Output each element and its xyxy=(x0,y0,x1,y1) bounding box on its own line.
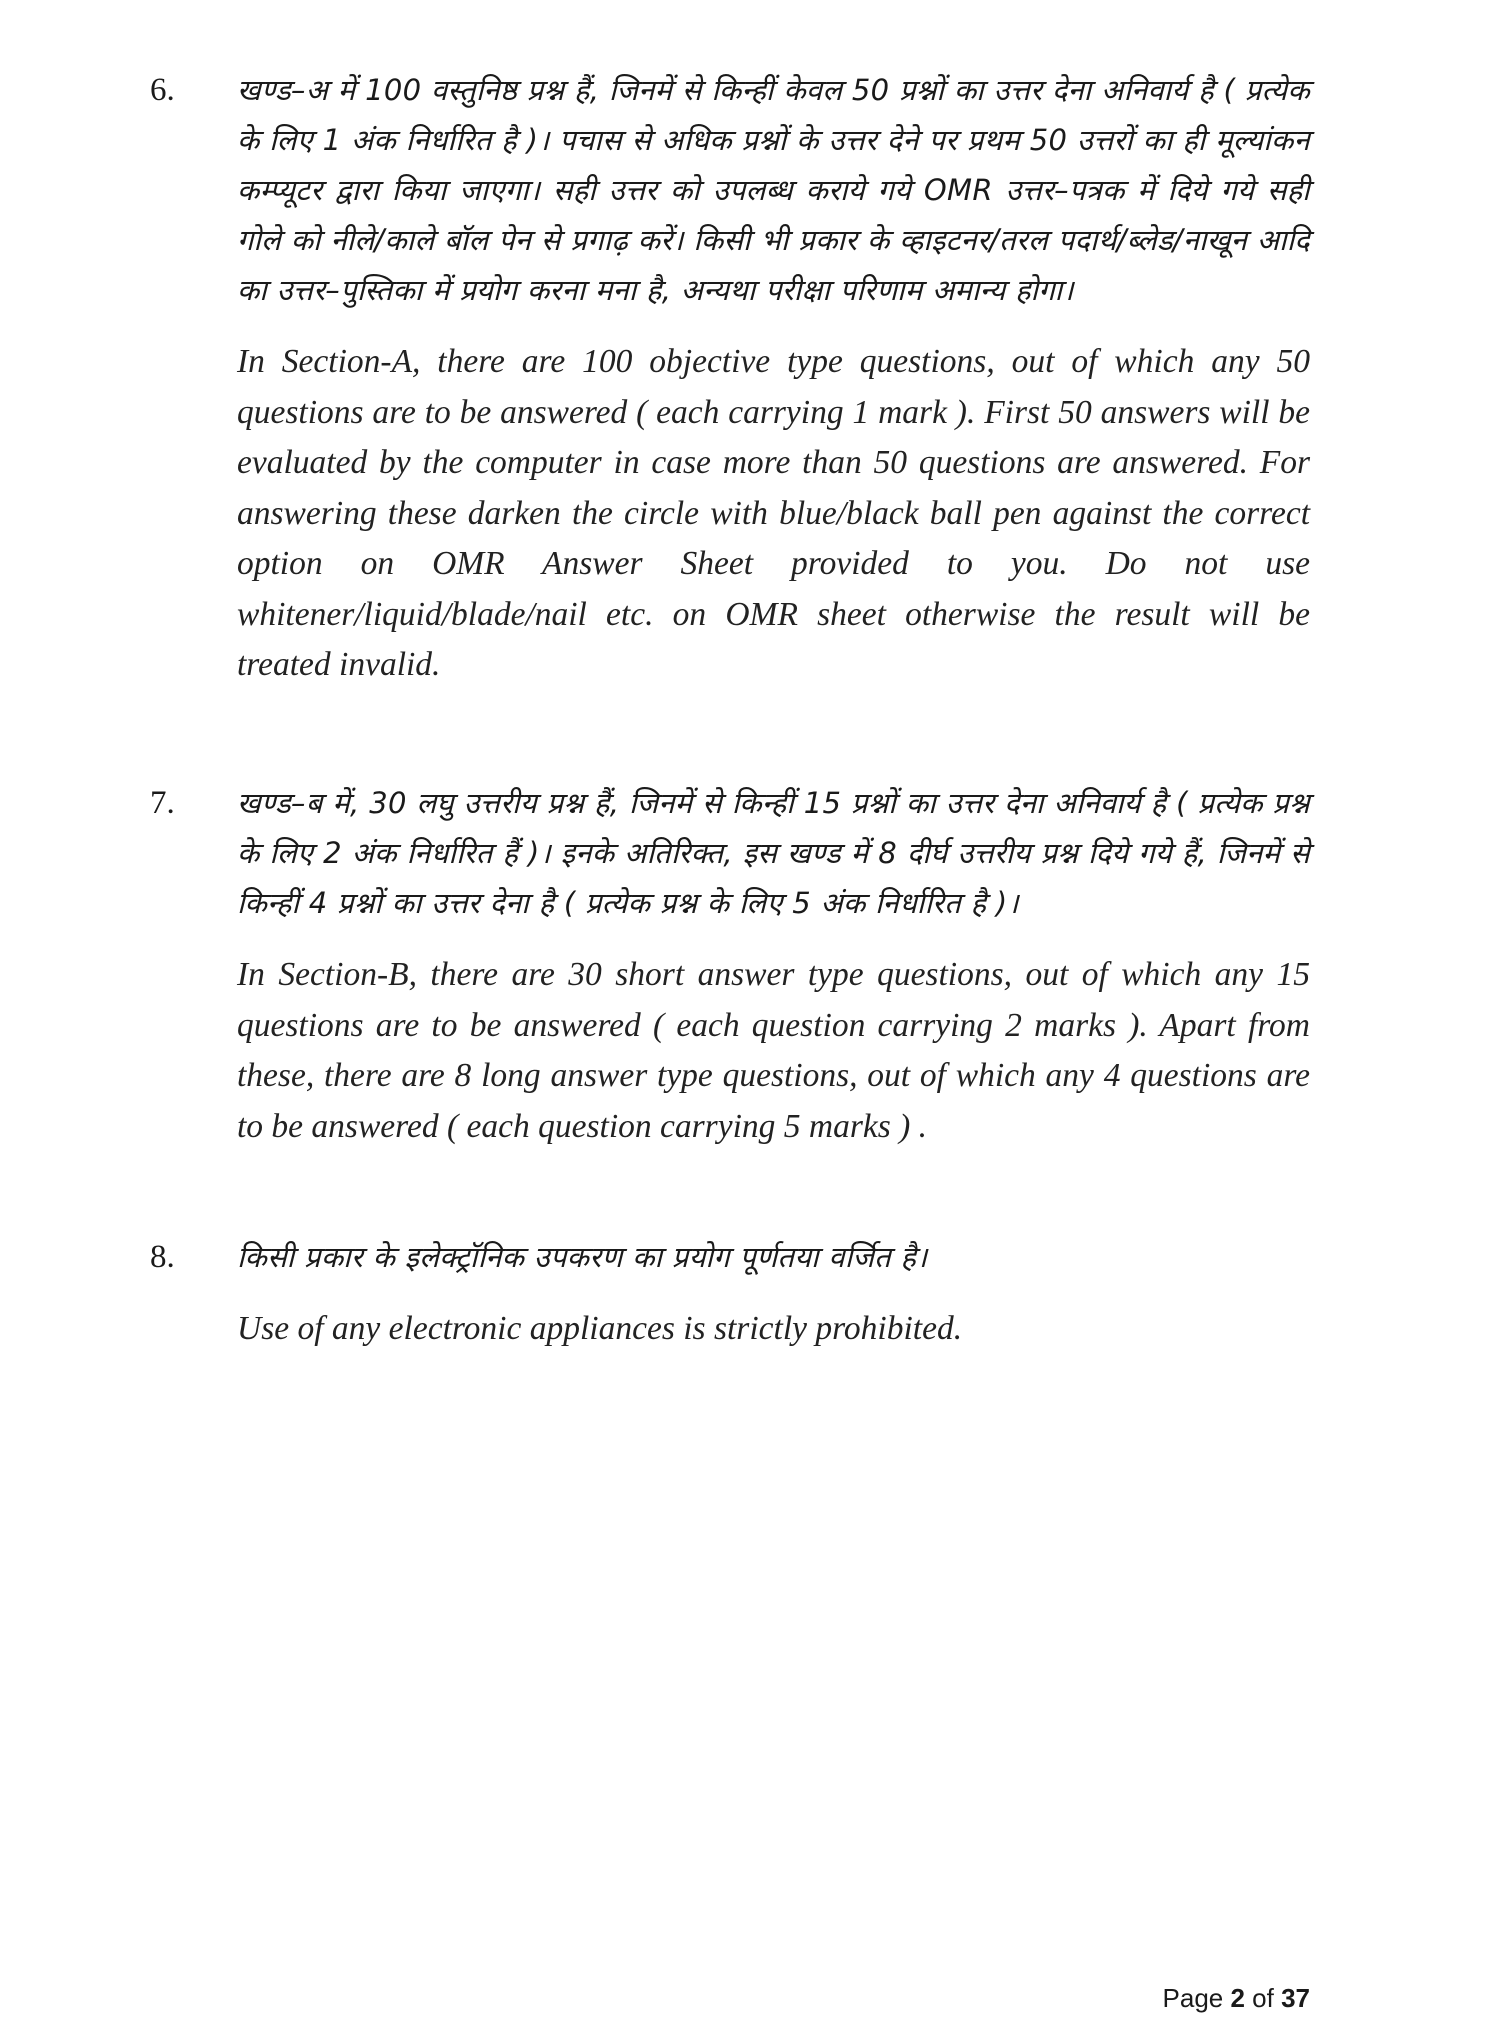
instruction-hindi-text: खण्ड–ब में, 30 लघु उत्तरीय प्रश्न हैं, जिनमें से किन्हीं 15 प्रश्नों का उत्तर देना अनिवार्य है ( प्रत्येक प्रश्न के लिए 2 अंक निर्धारित हैं )। इनके अतिरिक्त, इस खण्ड में 8 दीर्घ उत्तरीय प्रश्न दिये गये हैं, जिनमें से किन्हीं 4 प्रश्नों का उत्तर देना है ( प्रत्येक प्रश्न के लिए 5 अंक निर्धारित है )। xyxy=(237,786,1310,920)
instruction-number: 6. xyxy=(150,72,175,108)
instruction-hindi-text: किसी प्रकार के इलेक्ट्रॉनिक उपकरण का प्रयोग पूर्णतया वर्जित है। xyxy=(237,1240,928,1274)
instruction-item-6 xyxy=(150,65,1310,691)
instruction-number: 8. xyxy=(150,1239,175,1275)
instruction-english-text: In Section-A, there are 100 objective type questions, out of which any 50 questions are to be answered ( each carrying 1 mark ). First 50 answers will be evaluated by the computer in case more than 50 questions are answered. For answering these darken the circle with blue/black ball pen against the correct option on OMR Answer Sheet provided to you. Do not use whitener/liquid/blade/nail etc. on OMR sheet otherwise the result will be treated invalid. xyxy=(237,343,1310,683)
page-number-footer xyxy=(1163,1983,1310,2014)
instruction-number: 7. xyxy=(150,785,175,821)
page-of: of xyxy=(1244,1983,1282,2013)
instruction-english-text: In Section-B, there are 30 short answer type questions, out of which any 15 questions are to be answered ( each question carrying 2 marks ). Apart from these, there are 8 long answer type questions, out of which any 4 questions are to be answered ( each question carrying 5 marks ) . xyxy=(237,956,1310,1145)
page-prefix: Page xyxy=(1162,1983,1231,2013)
instruction-hindi-text: खण्ड–अ में 100 वस्तुनिष्ठ प्रश्न हैं, जिनमें से किन्हीं केवल 50 प्रश्नों का उत्तर देना अनिवार्य है ( प्रत्येक के लिए 1 अंक निर्धारित है )। पचास से अधिक प्रश्नों के उत्तर देने पर प्रथम 50 उत्तरों का ही मूल्यांकन कम्प्यूटर द्वारा किया जाएगा। सही उत्तर को उपलब्ध कराये गये OMR उत्तर–पत्रक में दिये गये सही गोले को नीले/काले बॉल पेन से प्रगाढ़ करें। किसी भी प्रकार के व्हाइटनर/तरल पदार्थ/ब्लेड/नाखून आदि का उत्तर–पुस्तिका में प्रयोग करना मना है, अन्यथा परीक्षा परिणाम अमान्य होगा। xyxy=(237,73,1310,307)
instruction-item-8 xyxy=(150,1232,1310,1355)
page-total: 37 xyxy=(1281,1983,1310,2013)
instruction-english-text: Use of any electronic appliances is strictly prohibited. xyxy=(237,1310,963,1347)
page-current: 2 xyxy=(1230,1983,1245,2013)
instruction-item-7 xyxy=(150,778,1310,1152)
